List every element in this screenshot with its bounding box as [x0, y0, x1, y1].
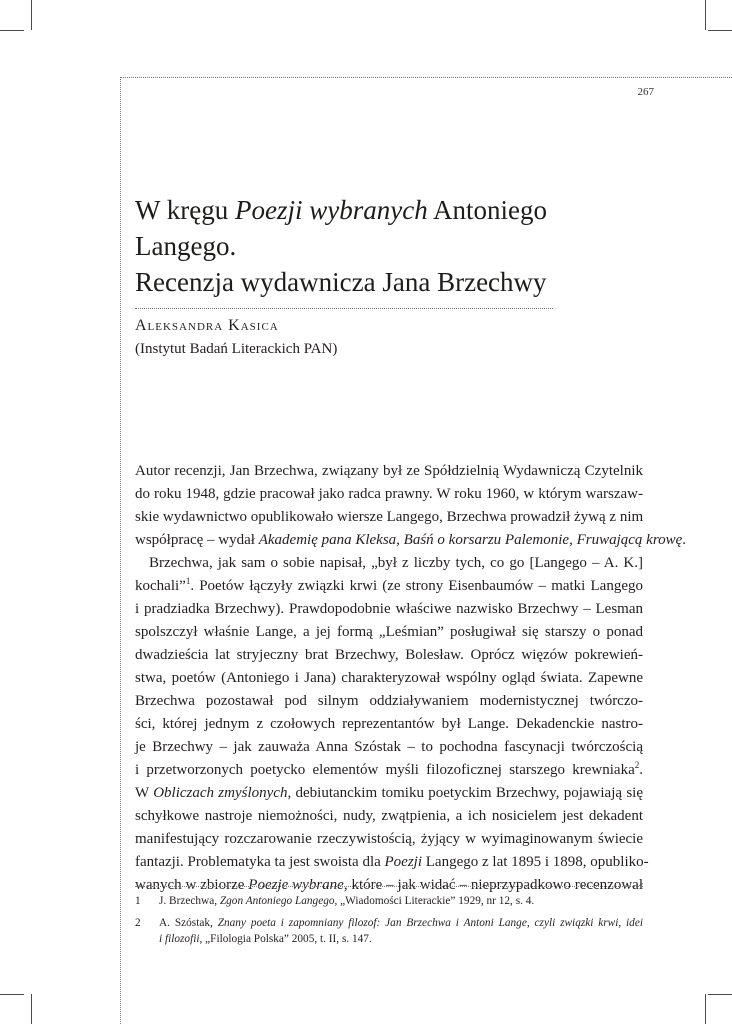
- author-name: Aleksandra Kasica: [135, 317, 279, 334]
- crop-mark: [708, 994, 732, 995]
- book-titles: Akademię pana Kleksa, Baśń o korsarzu Palemonie, Fruwającą krowę: [258, 532, 683, 548]
- body-line: [135, 529, 687, 552]
- author-affiliation: (Instytut Badań Literackich PAN): [135, 341, 338, 357]
- footnote-divider: [135, 886, 643, 887]
- footnote-text-part: , „Filologia Polska” 2005, t. II, s. 147.: [199, 933, 372, 945]
- footnote-ref: 1: [185, 576, 191, 586]
- footnote-ref: 2: [634, 760, 640, 770]
- body-line: [135, 575, 643, 598]
- body-line: spolszczył właśnie Lange, a jej formą „Leśmian” posługiwał się starszy o ponad: [135, 624, 643, 640]
- body-line: je Brzechwy – jak zauważa Anna Szóstak – to pochodna fascynacji twórczością: [135, 739, 643, 755]
- body-text: , które – jak widać – nieprzypadkowo recenzował: [343, 877, 643, 893]
- body-text: Langego z lat 1895 i 1898, opubliko-: [422, 854, 649, 870]
- footnote-line: [159, 931, 643, 947]
- body-text: . Poetów łączyły związki krwi (ze strony Eisenbaumów – matki Langego: [190, 578, 643, 594]
- footnote-line: [159, 915, 643, 931]
- book-title: Obliczach zmyślonych: [153, 785, 288, 801]
- crop-mark: [705, 0, 706, 30]
- crop-mark: [31, 0, 32, 30]
- footnote-title: Zgon Antoniego Langego: [219, 895, 335, 907]
- title-italic-text: Poezji wybranych: [234, 195, 428, 225]
- crop-mark: [0, 30, 24, 31]
- body-line: manifestujący rozczarowanie rzeczywistością, żyjący w wyimaginowanym świecie: [135, 831, 643, 847]
- body-text: i przetworzonych poetycko elementów myśli filozoficznej starszego krewniaka: [135, 762, 635, 778]
- title-line-3: Recenzja wydawnicza Jana Brzechwy: [135, 267, 547, 297]
- title-line-1: [135, 192, 655, 228]
- footnote-text-part: A. Szóstak,: [159, 917, 218, 929]
- footnote-text: [159, 915, 643, 947]
- body-text: wanych w zbiorze: [135, 877, 249, 893]
- book-title: Poezje wybrane: [248, 877, 344, 893]
- title-divider: [135, 308, 553, 309]
- title-text: W kręgu: [135, 195, 235, 225]
- body-text: .: [639, 762, 643, 778]
- body-line: Brzechwa, jak sam o sobie napisał, „był z liczby tych, co go [Langego – A. K.]: [149, 555, 643, 571]
- body-line: skie wydawnictwo opublikowało wiersze Langego, Brzechwa prowadził żywą z nim: [135, 509, 644, 525]
- body-text: , debiutanckim tomiku poetyckim Brzechwy, pojawiają się: [287, 785, 643, 801]
- body-text: fantazji. Problematyka ta jest swoista dla: [135, 854, 385, 870]
- body-line: i pradziadka Brzechwy). Prawdopodobnie właściwe nazwisko Brzechwy – Lesman: [135, 601, 643, 617]
- body-line: [135, 851, 649, 874]
- body-line: dwadzieścia lat stryjeczny brat Brzechwy, Bolesław. Oprócz więzów pokrewień-: [135, 647, 643, 663]
- footnote-number: 2: [135, 917, 141, 929]
- body-text: W: [135, 785, 154, 801]
- body-line: ści, której jednym z czołowych reprezentantów był Lange. Dekadenckie nastro-: [135, 716, 643, 732]
- footnote-title: i filozofii: [159, 933, 200, 945]
- body-text: .: [682, 532, 687, 548]
- book-title: Poezji: [384, 854, 423, 870]
- footnote-number: 1: [135, 895, 141, 907]
- body-line: stwa, poetów (Antoniego i Jana) charakteryzował wspólny ogląd świata. Zapewne: [135, 670, 643, 686]
- footnote-title: Znany poeta i zapomniany filozof: Jan Brzechwa i Antoni Lange, czyli związki krwi, idei: [217, 917, 643, 929]
- body-line: [135, 759, 643, 782]
- frame-top-border: [120, 77, 732, 78]
- crop-mark: [31, 994, 32, 1024]
- footnotes: [135, 893, 643, 953]
- footnote: [135, 915, 643, 947]
- footnote-text-part: , „Wiadomości Literackie” 1929, nr 12, s. 4.: [334, 895, 535, 907]
- title-text: Antoniego: [427, 195, 547, 225]
- article-body: [135, 460, 687, 897]
- body-line: Brzechwa pozostawał pod silnym oddziaływaniem modernistycznej twórczo-: [135, 693, 643, 709]
- crop-mark: [705, 994, 706, 1024]
- title-line-2: Langego.: [135, 231, 237, 261]
- page-number: 267: [637, 86, 654, 98]
- body-line: schyłkowe nastroje niemożności, nudy, zwątpienia, a ich nosicielem jest dekadent: [135, 808, 643, 824]
- body-line: [135, 782, 643, 805]
- footnote: [135, 893, 643, 909]
- frame-left-border: [120, 77, 121, 1024]
- body-text: współpracę – wydał: [135, 532, 259, 548]
- body-text: kochali”: [135, 578, 186, 594]
- crop-mark: [708, 30, 732, 31]
- footnote-text: [159, 893, 643, 909]
- body-line: do roku 1948, gdzie pracował jako radca prawny. W roku 1960, w którym warszaw-: [135, 486, 643, 502]
- crop-mark: [0, 994, 24, 995]
- body-line: Autor recenzji, Jan Brzechwa, związany był ze Spółdzielnią Wydawniczą Czytelnik: [135, 463, 643, 479]
- footnote-text-part: J. Brzechwa,: [159, 895, 220, 907]
- article-title: [135, 192, 655, 300]
